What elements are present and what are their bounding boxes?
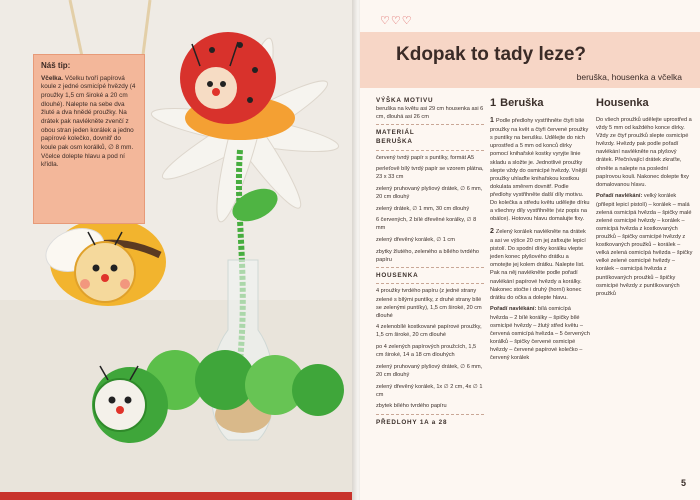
material-heading: MATERIÁL <box>376 129 415 137</box>
size-text: beruška na květu asi 29 cm housenka asi 6 cm, dlouhá asi 26 cm <box>376 106 484 121</box>
tip-text: Včelku tvoří papírová koule z jedné osmicípé hvězdy (4 proužky 1,5 cm široké a 20 cm dlouhé). Nalepte na sebe dva žluté a dva hnědé proužky. Na drátek pak navlékněte zvenčí z obou stran jeden korálek a jedno papírové kolečko, dovnitř do koule pak osm korálků, ∅ 8 mm. Včelce dolepte hlavu a pod ní křídla. <box>41 74 136 169</box>
templates-label: PŘEDLOHY 1A a 28 <box>376 418 448 426</box>
list-item: po 4 zelených papírových proužcích, 1,5 cm široké, 14 a 18 cm dlouhých <box>376 344 477 359</box>
step-number: 2 <box>490 227 494 235</box>
size-heading: VÝŠKA MOTIVU <box>376 97 434 104</box>
step-text: Podle předlohy vystřihněte čtyři bílé proužky na květ a čtyři červené proužky s puntíky na berušku. Udělejte do nich uprostřed a 5 mm od konců dírky pomocí knihařské kostky vyryjte linie skladu a složte je. Jednotlivé proužky slepte vždy do osmicípé hvězdy. Vnější proužky uhlaďte knihařskou kostkou dokulata směrem dovnitř. Podle předlohy vystřihněte další díly motivu. Do kolečka a středu květu udělejte dírku a všechny díly vystřihněte (viz popis na obálce). Hotovou hlavu domalujte fixy. <box>490 117 590 223</box>
section-number: 1 <box>490 97 497 109</box>
list-item: 4 zelenobílé kostkované papírové proužky, 1,5 cm široké, 20 cm dlouhé <box>376 324 482 339</box>
beruska-heading: BERUŠKA <box>376 138 413 146</box>
order-heading: Pořadí navlékání: <box>596 193 643 200</box>
tip-bold-word: Včelka. <box>41 74 64 82</box>
list-item: zelený dřevěný korálek, ∅ 1 cm <box>376 236 455 243</box>
ladybug-figure <box>180 32 276 124</box>
page-number: 5 <box>680 478 686 488</box>
list-item: zbytek bílého tvrdého papíru <box>376 403 447 410</box>
page-title: Kdopak to tady leze? <box>396 44 587 65</box>
caterpillar-text: Do všech proužků udělejte uprostřed a vždy 5 mm od každého konce dírky. Vždy ze čtyř proužků slepte osmicípé hvězdy. Hvězdy pak podle pořadí navlékání navlékněte na plyšový drátek. Přečnívající drátek zkraťte, ohněte a nalepte na poslední papírovou kouli. Nakonec dolepte fixy domalovanou hlavu. <box>596 116 692 188</box>
list-item: zelený pruhovaný plyšový drátek, ∅ 6 mm, 20 cm dlouhý <box>376 363 483 378</box>
section-heading-beruska <box>490 96 590 112</box>
order-text: velký korálek (přilepit lepicí pistolí) – korálek – malá zelená osmicípá hvězda – špičky malé zelené osmicípé hvězdy – korálek – osmicípá hvězda z kostkovaných proužků – špičky osmicípé hvězdy z kostkovaných proužků – korálek – velká zelená osmicípá hvězda – špičky velké zelené osmicípé hvězdy – korálek – osmicípá hvězda z puntíkovaných proužků – špičky osmicípé hvězdy z puntíkovaných proužků <box>596 193 693 297</box>
list-item: zbytky žlutého, zeleného a bílého tvrdého papíru <box>376 248 479 263</box>
step-text: Zelený korálek navlékněte na drátek a asi ve výšce 20 cm jej zafixujte lepicí pistolí. Do spodní dírky korálku vlepte jeden konec plyšového drátku a omotejte jej kolem drátku. Nalepte list. Pak na něj navlékněte podle pořadí navlékání papírové hvězdy a korálky. Nakonec stočte i druhý (horní) konec drátku do očka a dolepte hlavu. <box>490 228 586 301</box>
list-item: perleťově bílý tvrdý papír se vzorem plátna, 23 x 33 cm <box>376 166 484 181</box>
list-item: zelený dřevěný korálek, 1x ∅ 2 cm, 4x ∅ 1 cm <box>376 383 483 398</box>
list-item: 6 červených, 2 bílé dřevěné korálky, ∅ 8 mm <box>376 217 477 232</box>
list-item: 4 proužky tvrdého papíru (z jedné strany zelené s bílými puntíky, z druhé strany bílé se zelenými puntíky), 1,5 cm široké, 20 cm dlouhé <box>376 288 482 319</box>
section-title: Beruška <box>500 97 544 109</box>
step-2 <box>490 227 590 302</box>
page-edge-strip <box>0 492 356 500</box>
order-paragraph <box>596 192 694 297</box>
order-paragraph <box>490 305 590 362</box>
caterpillar-instructions <box>596 96 694 301</box>
ladybug-instructions <box>490 96 590 366</box>
list-item: zelený drátek, ∅ 1 mm, 30 cm dlouhý <box>376 205 470 212</box>
housenka-heading: HOUSENKA <box>376 272 419 280</box>
materials-column <box>376 96 484 427</box>
tip-heading: Náš tip: <box>41 61 71 70</box>
hearts-icon: ♡♡♡ <box>380 15 413 27</box>
section-heading-housenka: Housenka <box>596 97 649 109</box>
tip-box <box>33 54 145 224</box>
step-number: 1 <box>490 116 494 124</box>
step-1 <box>490 116 590 223</box>
order-text: bílá osmicípá hvězda – 2 bílé korálky – špičky bílé osmicípé hvězdy – žlutý střed květu – červená osmicípá hvězda – 5 červených korálků – špičky červené osmicípé hvězdy – červené papírové kolečko – červený korálek <box>490 306 590 362</box>
list-item: červený tvrdý papír s puntíky, formát A5 <box>376 154 475 161</box>
order-heading: Pořadí navlékání: <box>490 306 537 313</box>
list-item: zelený pruhovaný plyšový drátek, ∅ 6 mm, 20 cm dlouhý <box>376 185 483 201</box>
page-subtitle: beruška, housenka a včelka <box>576 72 682 82</box>
instructions-page <box>360 0 700 500</box>
